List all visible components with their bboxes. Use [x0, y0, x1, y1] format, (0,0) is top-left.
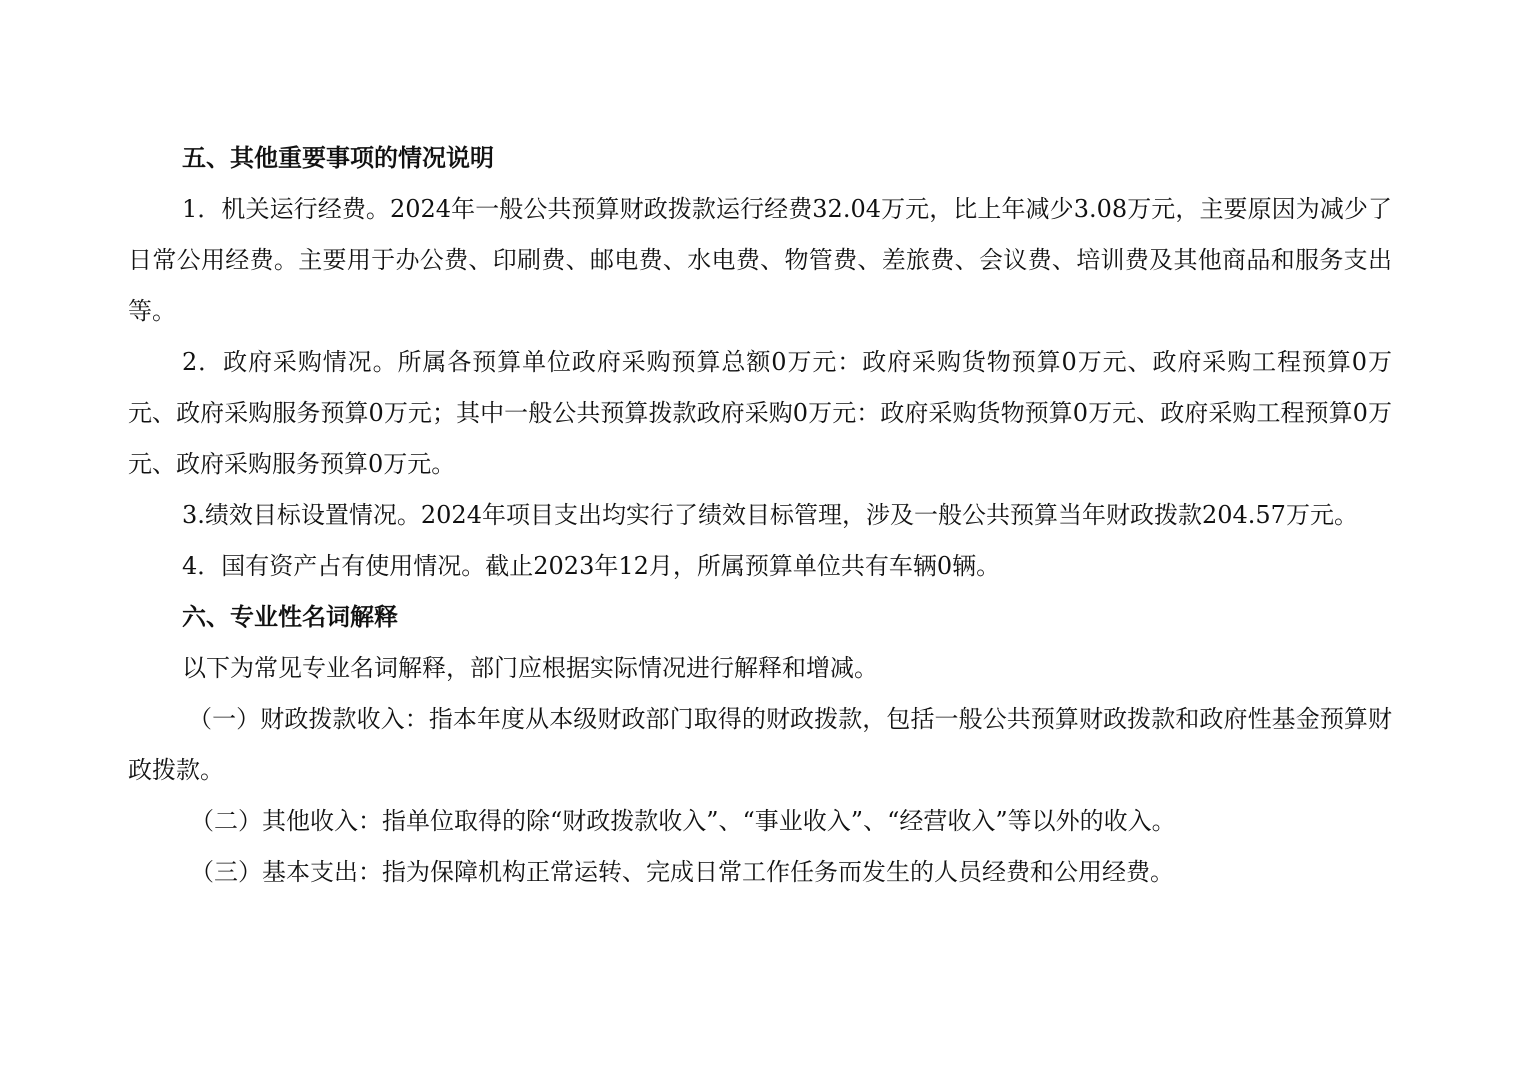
section-heading-terminology: 六、专业性名词解释 — [182, 603, 398, 631]
term-basic-expenditure: （三）基本支出：指为保障机构正常运转、完成日常工作任务而发生的人员经费和公用经费。 — [190, 858, 1174, 886]
section-heading-other-matters: 五、其他重要事项的情况说明 — [182, 144, 494, 172]
paragraph-government-procurement: 2．政府采购情况。所属各预算单位政府采购预算总额0万元：政府采购货物预算0万元、政府采购工程预算0万元、政府采购服务预算0万元；其中一般公共预算拨款政府采购0万元：政府采购货物预算0万元、政府采购工程预算0万元、政府采购服务预算0万元。 — [128, 348, 1392, 478]
paragraph-terminology-intro: 以下为常见专业名词解释，部门应根据实际情况进行解释和增减。 — [182, 654, 878, 682]
paragraph-operating-expenses: 1．机关运行经费。2024年一般公共预算财政拨款运行经费32.04万元，比上年减少3.08万元，主要原因为减少了日常公用经费。主要用于办公费、印刷费、邮电费、水电费、物管费、差旅费、会议费、培训费及其他商品和服务支出等。 — [128, 195, 1392, 325]
paragraph-performance-targets: 3.绩效目标设置情况。2024年项目支出均实行了绩效目标管理，涉及一般公共预算当年财政拨款204.57万元。 — [182, 501, 1358, 529]
term-other-income: （二）其他收入：指单位取得的除“财政拨款收入”、“事业收入”、“经营收入”等以外的收入。 — [190, 807, 1176, 835]
term-fiscal-appropriation-income: （一）财政拨款收入：指本年度从本级财政部门取得的财政拨款，包括一般公共预算财政拨款和政府性基金预算财政拨款。 — [128, 705, 1392, 784]
paragraph-state-assets: 4．国有资产占有使用情况。截止2023年12月，所属预算单位共有车辆0辆。 — [182, 552, 1001, 580]
document-page — [128, 133, 1392, 898]
